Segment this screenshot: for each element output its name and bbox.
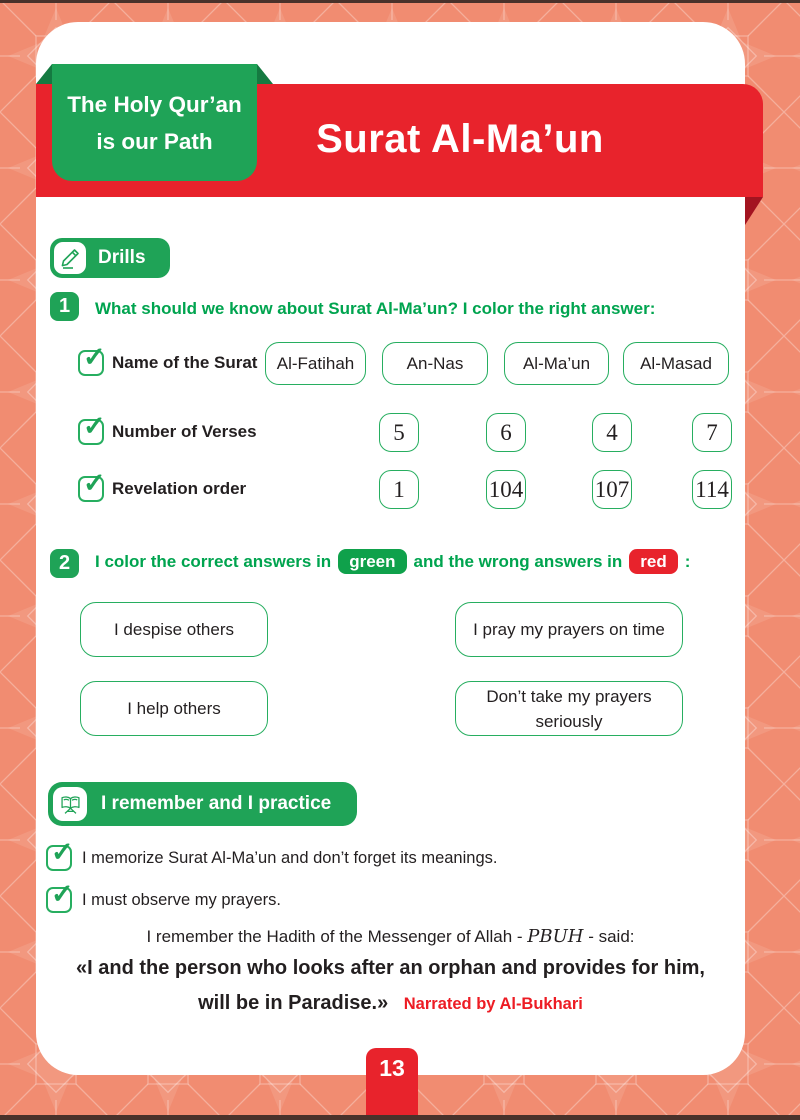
page-number-tab <box>366 1048 418 1120</box>
hadith-intro <box>36 926 745 947</box>
hadith-intro-text2: - said: <box>583 927 635 946</box>
red-chip: red <box>629 549 677 574</box>
question-1-text: What should we know about Surat Al-Ma’un? I color the right answer: <box>95 299 656 318</box>
hadith-quote-line2 <box>36 992 745 1015</box>
hadith-source: Narrated by Al-Bukhari <box>403 995 583 1013</box>
check-icon: ✓ <box>83 468 106 498</box>
practice-section-header <box>48 782 357 826</box>
checkbox[interactable] <box>78 342 106 376</box>
top-edge-strip <box>0 0 800 3</box>
row-label-revelation-order: Revelation order <box>112 479 247 498</box>
question-2-part2: and the wrong answers in <box>413 551 623 571</box>
row-label-verse-count: Number of Verses <box>112 422 257 441</box>
statement-box[interactable]: I despise others <box>80 602 268 657</box>
option-box[interactable]: 1 <box>379 470 419 509</box>
question-1-number: 1 <box>50 292 79 321</box>
statement-box[interactable]: I help others <box>80 681 268 736</box>
checkbox[interactable] <box>78 411 106 445</box>
check-icon: ✓ <box>83 342 106 372</box>
option-box[interactable]: Al-Fatihah <box>265 342 366 385</box>
bottom-edge-strip <box>0 1115 800 1120</box>
option-box[interactable]: 6 <box>486 413 526 452</box>
option-box[interactable]: 107 <box>592 470 632 509</box>
checkbox[interactable] <box>78 468 106 502</box>
option-box[interactable]: 4 <box>592 413 632 452</box>
checkbox[interactable] <box>46 879 74 913</box>
option-box[interactable]: 104 <box>486 470 526 509</box>
question-2-part1: I color the correct answers in <box>95 551 332 571</box>
practice-item: I must observe my prayers. <box>82 891 281 909</box>
option-box[interactable]: Al-Masad <box>623 342 729 385</box>
green-chip: green <box>338 549 406 574</box>
pencil-icon <box>54 242 86 274</box>
series-badge-line2: is our Path <box>96 128 213 154</box>
row-label-surat-name: Name of the Surat <box>112 353 258 372</box>
statement-box[interactable]: I pray my prayers on time <box>455 602 683 657</box>
option-box[interactable]: 114 <box>692 470 732 509</box>
series-badge-line1: The Holy Qur’an <box>67 91 242 117</box>
check-icon: ✓ <box>83 411 106 441</box>
option-box[interactable]: Al-Ma’un <box>504 342 609 385</box>
hadith-quote-line1: «I and the person who looks after an orphan and provides for him, <box>76 957 705 979</box>
page-title: Surat Al-Ma’un <box>316 117 604 161</box>
check-icon: ✓ <box>51 879 74 909</box>
drills-label: Drills <box>98 247 146 268</box>
question-2-number: 2 <box>50 549 79 578</box>
hadith-intro-text1: I remember the Hadith of the Messenger of Allah - <box>146 927 528 946</box>
question-2-text <box>95 549 690 574</box>
page-number: 13 <box>379 1055 405 1081</box>
option-box[interactable]: 5 <box>379 413 419 452</box>
practice-item: I memorize Surat Al-Ma’un and don’t forget its meanings. <box>82 849 498 867</box>
series-badge <box>52 64 257 181</box>
option-box[interactable]: 7 <box>692 413 732 452</box>
check-icon: ✓ <box>51 837 74 867</box>
quran-book-icon <box>53 787 87 821</box>
pbuh-calligraphy: PBUH <box>527 926 584 947</box>
question-2-part3: : <box>684 551 691 571</box>
option-box[interactable]: An-Nas <box>382 342 488 385</box>
practice-label: I remember and I practice <box>101 793 332 814</box>
statement-box[interactable]: Don’t take my prayers seriously <box>455 681 683 736</box>
checkbox[interactable] <box>46 837 74 871</box>
drills-section-header <box>50 238 170 278</box>
hadith-quote-line2-text: will be in Paradise.» <box>198 992 389 1014</box>
